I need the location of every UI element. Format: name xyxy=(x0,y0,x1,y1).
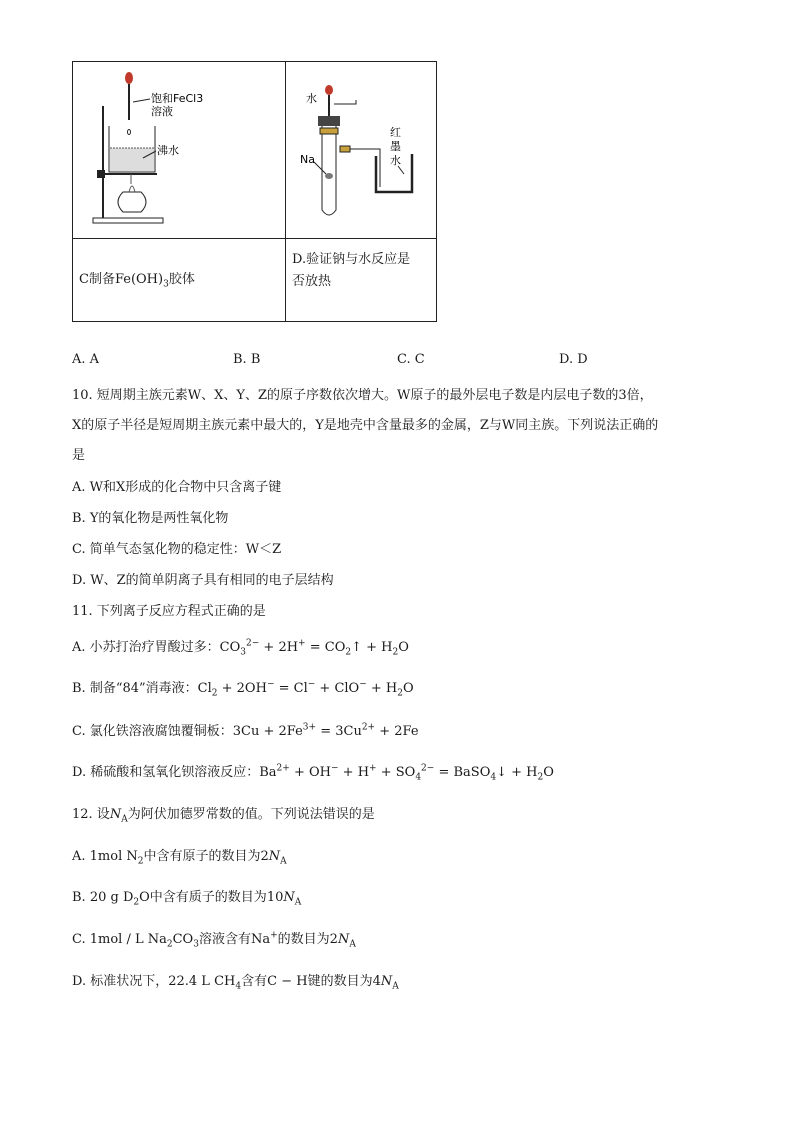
reagent-label-2: 溶液 xyxy=(151,105,173,118)
q11-stem: 11. 下列离子反应方程式正确的是 xyxy=(72,604,266,619)
boiling-water-label: 沸水 xyxy=(157,144,179,157)
reagent-label: 饱和FeCl3 xyxy=(151,92,204,105)
q12-stem: 12. 设$N_A$为阿伏加德罗常数的值。下列说法错误的是 xyxy=(72,807,375,825)
q11-option-c: C. 氯化铁溶液腐蚀覆铜板：$3Cu + 2Fe^{3+} = 3Cu^{2+} + 2Fe$ xyxy=(72,722,419,739)
caption-c-text: C制备$Fe(OH)_3$胶体 xyxy=(79,272,195,290)
figure-d-cell xyxy=(286,62,437,239)
q9-option-c: C. C xyxy=(397,352,425,367)
q9-option-b: B. B xyxy=(233,352,261,367)
q10-stem-1: 10. 短周期主族元素W、X、Y、Z的原子序数依次增大。W原子的最外层电子数是内层电子数的3倍， xyxy=(72,388,653,403)
q12-option-d: D. 标准状况下，22.4 L $CH_4$含有C − H键的数目为$4N_A$ xyxy=(72,974,399,992)
figure-table xyxy=(72,61,437,322)
caption-d-line2: 否放热 xyxy=(292,274,332,289)
water-label: 水 xyxy=(306,92,317,105)
apparatus-c-image xyxy=(73,62,285,238)
ink-label-1: 红 xyxy=(390,126,401,139)
q10-option-a: A. W和X形成的化合物中只含离子键 xyxy=(72,480,282,495)
q10-stem-2: X的原子半径是短周期主族元素中最大的，Y是地壳中含量最多的金属，Z与W同主族。下列说法正确的 xyxy=(72,418,659,433)
apparatus-d-image xyxy=(286,62,436,238)
q12-option-a: A. 1mol $N_2$中含有原子的数目为$2N_A$ xyxy=(72,849,287,867)
caption-c xyxy=(73,239,286,322)
figure-c-cell xyxy=(73,62,286,239)
ink-label-2: 墨 xyxy=(390,140,401,153)
ink-label-3: 水 xyxy=(390,154,401,167)
q12-option-c: C. 1mol / L $Na_2CO_3$溶液含有Na+的数目为$2N_A$ xyxy=(72,930,356,950)
q12-option-b: B. 20 g $D_2O$中含有质子的数目为$10N_A$ xyxy=(72,890,302,908)
caption-d-line1: D.验证钠与水反应是 xyxy=(292,252,411,267)
caption-d xyxy=(286,239,437,322)
na-label: Na xyxy=(300,153,315,166)
q9-option-d: D. D xyxy=(559,352,588,367)
q11-option-d: D. 稀硫酸和氢氧化钡溶液反应：$Ba^{2+} + OH^- + H^+ + SO_4^{2-}$ = BaSO$_4$↓ + $H_2O$ xyxy=(72,763,554,783)
q11-option-a: A. 小苏打治疗胃酸过多：$CO_3^{2-} + 2H^+$ = $CO_2↑ + H_2O$ xyxy=(72,638,409,658)
q11-option-b: B. 制备“84”消毒液：$Cl_2 + 2OH^- = Cl^- + ClO^- + H_2O$ xyxy=(72,679,414,699)
q10-stem-3: 是 xyxy=(72,448,86,463)
q10-option-c: C. 简单气态氢化物的稳定性：W＜Z xyxy=(72,542,282,557)
q9-option-a: A. A xyxy=(72,352,100,367)
q10-option-b: B. Y的氧化物是两性氧化物 xyxy=(72,511,229,526)
q10-option-d: D. W、Z的简单阴离子具有相同的电子层结构 xyxy=(72,573,334,588)
